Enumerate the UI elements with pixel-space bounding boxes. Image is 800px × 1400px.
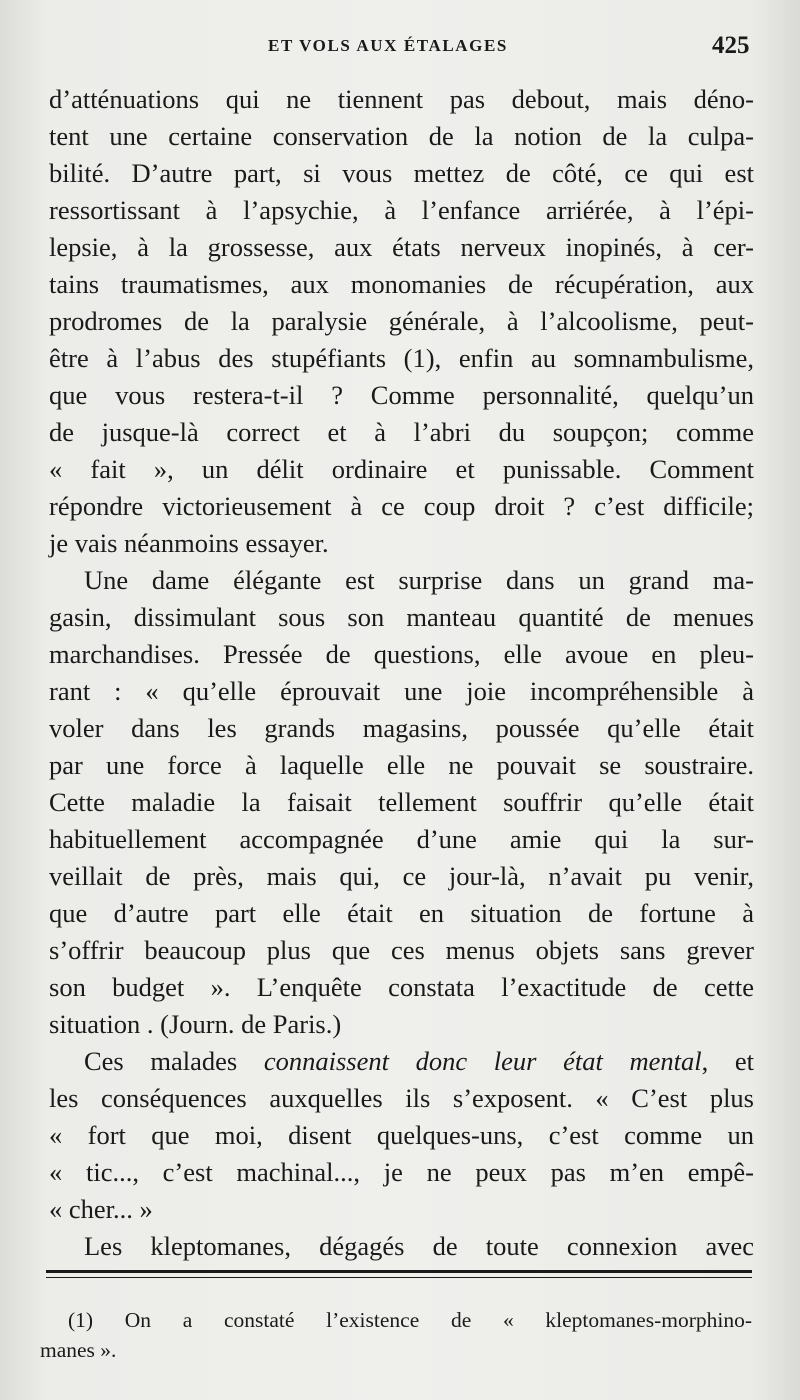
text-line: situation . (Journ. de Paris.) bbox=[49, 1009, 342, 1039]
text-line: de jusque-là correct et à l’abri du soupçon; comme bbox=[49, 417, 754, 447]
text-line: Une dame élégante est surprise dans un grand ma- bbox=[84, 565, 754, 595]
text-line: son budget ». L’enquête constata l’exactitude de cette bbox=[49, 972, 754, 1002]
text-line: que d’autre part elle était en situation de fortune à bbox=[49, 898, 754, 928]
page-header bbox=[0, 32, 800, 66]
page-number: 425 bbox=[712, 32, 750, 59]
text-line: être à l’abus des stupéfiants (1), enfin au somnambulisme, bbox=[49, 343, 754, 373]
text-line: tent une certaine conservation de la notion de la culpa- bbox=[49, 121, 754, 151]
text-line: voler dans les grands magasins, poussée qu’elle était bbox=[49, 713, 754, 743]
text-line: répondre victorieusement à ce coup droit ? c’est difficile; bbox=[49, 491, 754, 521]
text-line: s’offrir beaucoup plus que ces menus objets sans grever bbox=[49, 935, 754, 965]
text-line: bilité. D’autre part, si vous mettez de côté, ce qui est bbox=[49, 158, 754, 188]
text-line: habituellement accompagnée d’une amie qui la sur- bbox=[49, 824, 754, 854]
italic-fragment: connaissent donc leur état mental bbox=[263, 1046, 702, 1076]
text-line-with-italic bbox=[84, 1042, 754, 1080]
text-line: par une force à laquelle elle ne pouvait se soustraire. bbox=[49, 750, 754, 780]
text-line: « tic..., c’est machinal..., je ne peux pas m’en empê- bbox=[49, 1157, 754, 1187]
text-line: « cher... » bbox=[49, 1194, 153, 1224]
text-line: Les kleptomanes, dégagés de toute connexion avec bbox=[84, 1231, 754, 1261]
text-line: ressortissant à l’apsychie, à l’enfance arriérée, à l’épi- bbox=[49, 195, 754, 225]
running-head: ET VOLS AUX ÉTALAGES bbox=[268, 36, 508, 55]
text-line: je vais néanmoins essayer. bbox=[49, 528, 329, 558]
text-line: prodromes de la paralysie générale, à l’alcoolisme, peut- bbox=[49, 306, 754, 336]
text-line: lepsie, à la grossesse, aux états nerveux inopinés, à cer- bbox=[49, 232, 754, 262]
text-line: tains traumatismes, aux monomanies de récupération, aux bbox=[49, 269, 754, 299]
footnote-rule-thin bbox=[46, 1277, 752, 1278]
text-line: « fait », un délit ordinaire et punissable. Comment bbox=[49, 454, 754, 484]
text-line: que vous restera-t-il ? Comme personnalité, quelqu’un bbox=[49, 380, 754, 410]
text-line: rant : « qu’elle éprouvait une joie incompréhensible à bbox=[49, 676, 754, 706]
footnote-line: (1) On a constaté l’existence de « kleptomanes-morphino- bbox=[68, 1308, 752, 1332]
text-fragment: Ces malades bbox=[84, 1046, 238, 1076]
text-line: « fort que moi, disent quelques-uns, c’est comme un bbox=[49, 1120, 754, 1150]
text-fragment: , et bbox=[701, 1046, 754, 1076]
footnote-rule bbox=[46, 1270, 752, 1273]
text-line: gasin, dissimulant sous son manteau quantité de menues bbox=[49, 602, 754, 632]
text-line: d’atténuations qui ne tiennent pas debout, mais déno- bbox=[49, 84, 754, 114]
text-line: les conséquences auxquelles ils s’exposent. « C’est plus bbox=[49, 1083, 754, 1113]
text-line: marchandises. Pressée de questions, elle avoue en pleu- bbox=[49, 639, 754, 669]
text-line: veillait de près, mais qui, ce jour-là, n’avait pu venir, bbox=[49, 861, 754, 891]
text-line: Cette maladie la faisait tellement souffrir qu’elle était bbox=[49, 787, 754, 817]
footnote-line: manes ». bbox=[40, 1338, 117, 1362]
